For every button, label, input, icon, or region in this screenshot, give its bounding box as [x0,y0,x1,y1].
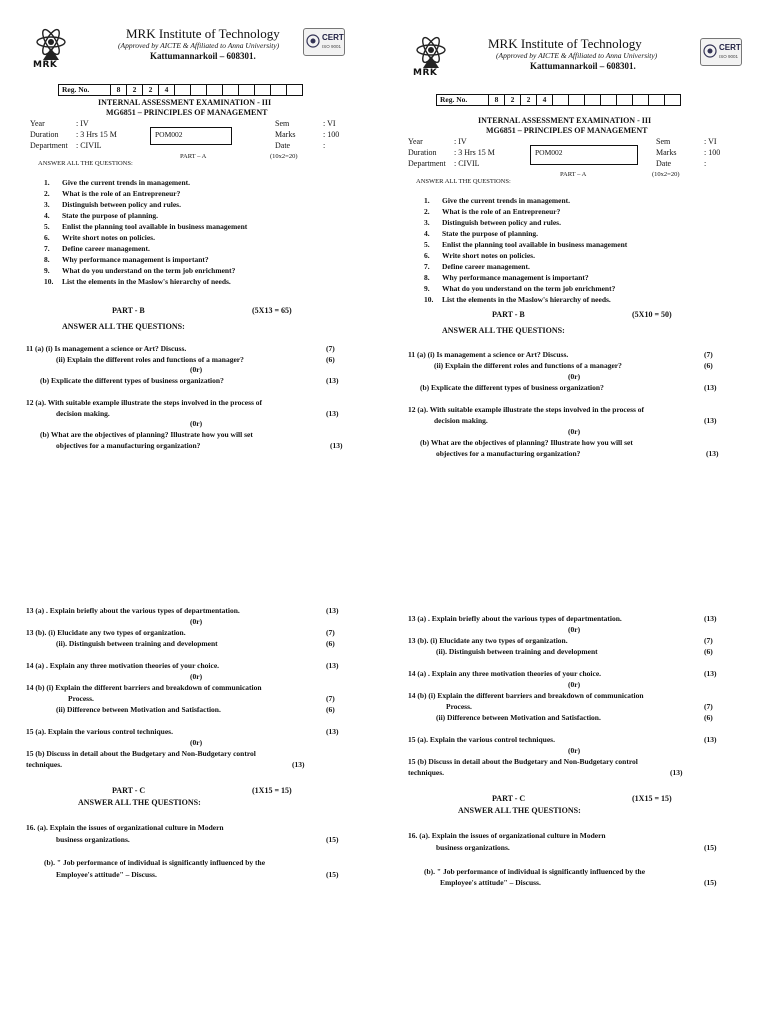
reg-digit [553,95,569,105]
mrk-logo-icon [34,28,68,62]
q11a-part1-marks: (7) [326,344,335,353]
q16a-line1: 16. (a). Explain the issues of organizational culture in Modern [26,823,224,832]
q11a-part2: (ii) Explain the different roles and functions of a manager? [434,361,622,370]
q15b-line2: techniques. [26,760,63,769]
q16a-marks: (15) [326,835,339,844]
q12a-line2: decision making. [434,416,488,425]
or-separator: (0r) [568,746,581,755]
part-a-question: Distinguish between policy and rules. [442,218,561,227]
part-a-question: Enlist the planning tool available in business management [62,222,248,231]
reg-digit: 2 [127,85,143,95]
part-a-qnum: 4. [44,211,50,220]
q14b-line2: Process. [446,702,472,711]
sem-value: : VI [704,137,717,146]
q14b-part2: (ii) Difference between Motivation and Satisfaction. [436,713,601,722]
q16b-marks: (15) [704,878,717,887]
part-a-qnum: 6. [44,233,50,242]
part-a-question: What do you understand on the term job enrichment? [442,284,616,293]
q12b-marks: (13) [330,441,343,450]
institute-name: MRK Institute of Technology [126,26,280,41]
part-a-question: What is the role of an Entrepreneur? [442,207,561,216]
q13b-part2-marks: (6) [704,647,713,656]
sem-label: Sem [275,119,290,128]
year-label: Year [408,137,423,146]
q14a: 14 (a) . Explain any three motivation theories of your choice. [26,661,220,670]
q13b-part1: 13 (b). (i) Elucidate any two types of organization. [408,636,568,645]
part-a-heading: PART – A [180,153,207,160]
q13a-marks: (13) [704,614,717,623]
part-a-question: What is the role of an Entrepreneur? [62,189,181,198]
q13b-part2: (ii). Distinguish between training and development [56,639,218,648]
part-a-question: Define career management. [442,262,530,271]
part-a-qnum: 5. [424,240,430,249]
date-label: Date [275,141,291,150]
part-a-qnum: 2. [44,189,50,198]
q16a-line1: 16. (a). Explain the issues of organizational culture in Modern [408,831,606,840]
part-a-question: Give the current trends in management. [62,178,191,187]
reg-digit [633,95,649,105]
q16a-line2: business organizations. [56,835,130,844]
part-a-marks: (10x2=20) [270,153,298,160]
reg-digit [191,85,207,95]
date-label: Date [656,159,672,168]
q16b-marks: (15) [326,870,339,879]
part-a-qnum: 8. [44,255,50,264]
q14b-line2-marks: (7) [704,702,713,711]
logo-text: MRK [413,68,438,78]
q12b-marks: (13) [706,449,719,458]
q11a-part1: 11 (a) (i) Is management a science or Art? Discuss. [408,350,569,359]
part-a-qnum: 7. [44,244,50,253]
mrk-logo-icon [414,36,448,70]
reg-label: Reg. No. [59,85,111,95]
q13b-part2-marks: (6) [326,639,335,648]
year-label: Year [30,119,45,128]
part-a-question: Write short notes on policies. [442,251,535,260]
part-a-qnum: 3. [44,200,50,209]
q12a-line1: 12 (a). With suitable example illustrate the steps involved in the process of [408,405,645,414]
or-separator: (0r) [568,427,581,436]
part-b-heading: PART - B [112,306,145,315]
part-a-qnum: 10. [424,295,434,304]
institute-approval: (Approved by AICTE & Affiliated to Anna University) [496,51,658,60]
or-separator: (0r) [190,672,203,681]
reg-digit: 2 [143,85,159,95]
q14b-part2-marks: (6) [704,713,713,722]
q14b-line1: 14 (b) (i) Explain the different barriers and breakdown of communication [26,683,262,692]
cert-text: CERT [719,43,741,52]
or-separator: (0r) [190,365,203,374]
exam-title: INTERNAL ASSESSMENT EXAMINATION - III [98,98,272,107]
duration-label: Duration [30,130,59,139]
part-a-question: State the purpose of planning. [62,211,159,220]
q16a-line2: business organizations. [436,843,510,852]
cert-text: CERT [322,33,344,42]
reg-digit: 2 [521,95,537,105]
part-a-qnum: 9. [44,266,50,275]
cert-badge [700,38,742,66]
date-value: : [323,141,326,150]
reg-digit [649,95,665,105]
date-value: : [704,159,707,168]
part-c-heading: PART - C [112,786,146,795]
year-value: : IV [76,119,89,128]
q11a-part2-marks: (6) [704,361,713,370]
department-value: : CIVIL [454,159,480,168]
q11a-part2: (ii) Explain the different roles and functions of a manager? [56,355,244,364]
reg-digit [287,85,302,95]
marks-value: : 100 [323,130,340,139]
q12b-line2: objectives for a manufacturing organization? [436,449,581,458]
part-a-question: Why performance management is important? [442,273,589,282]
department-label: Department [408,159,446,168]
q12a-line1: 12 (a). With suitable example illustrate the steps involved in the process of [26,398,263,407]
q14a-marks: (13) [704,669,717,678]
q11b-marks: (13) [704,383,717,392]
q15b-line2: techniques. [408,768,445,777]
q12b-line1: (b) What are the objectives of planning? Illustrate how you will set [40,430,253,439]
reg-digit [569,95,585,105]
q15a-marks: (13) [326,727,339,736]
institute-address: Kattumannarkoil – 608301. [530,61,636,71]
subject-code-box: POM002 [150,127,232,145]
part-a-qnum: 4. [424,229,430,238]
part-a-qnum: 9. [424,284,430,293]
logo-text: MRK [33,60,58,70]
part-a-question: Write short notes on policies. [62,233,155,242]
q11a-part1: 11 (a) (i) Is management a science or Art? Discuss. [26,344,187,353]
part-c-instruction: ANSWER ALL THE QUESTIONS: [458,806,581,815]
q11b: (b) Explicate the different types of business organization? [40,376,224,385]
marks-label: Marks [656,148,677,157]
reg-digit: 2 [505,95,521,105]
cert-badge [303,28,345,56]
cert-sub: ISO 9001 [322,44,342,49]
department-label: Department [30,141,68,150]
q13b-part1-marks: (7) [704,636,713,645]
or-separator: (0r) [190,617,203,626]
q12b-line2: objectives for a manufacturing organization? [56,441,201,450]
q16b-line2: Employee's attitude" – Discuss. [56,870,157,879]
marks-value: : 100 [704,148,721,157]
part-a-question: Give the current trends in management. [442,196,571,205]
q15b-marks: (13) [292,760,305,769]
part-c-heading: PART - C [492,794,526,803]
year-value: : IV [454,137,467,146]
q11b: (b) Explicate the different types of business organization? [420,383,604,392]
part-b-instruction: ANSWER ALL THE QUESTIONS: [442,326,565,335]
q11b-marks: (13) [326,376,339,385]
reg-digit [255,85,271,95]
part-c-marks: (1X15 = 15) [632,794,672,803]
q13b-part2: (ii). Distinguish between training and development [436,647,598,656]
exam-sheet-right [384,0,768,1024]
q12a-marks: (13) [704,416,717,425]
part-a-question: Define career management. [62,244,150,253]
q16b-line1: (b). " Job performance of individual is significantly influenced by the [44,858,266,867]
q15a: 15 (a). Explain the various control techniques. [26,727,173,736]
part-a-qnum: 1. [44,178,50,187]
reg-digit [665,95,680,105]
reg-digit: 8 [489,95,505,105]
exam-subject: MG6851 – PRINCIPLES OF MANAGEMENT [486,126,648,135]
q16a-marks: (15) [704,843,717,852]
q14a: 14 (a) . Explain any three motivation theories of your choice. [408,669,602,678]
marks-label: Marks [275,130,296,139]
q12b-line1: (b) What are the objectives of planning? Illustrate how you will set [420,438,633,447]
reg-digit [585,95,601,105]
part-a-qnum: 10. [44,277,54,286]
reg-digit [601,95,617,105]
institute-name: MRK Institute of Technology [488,36,642,51]
institute-approval: (Approved by AICTE & Affiliated to Anna University) [118,41,280,50]
reg-digit [617,95,633,105]
part-c-instruction: ANSWER ALL THE QUESTIONS: [78,798,201,807]
part-a-qnum: 7. [424,262,430,271]
sem-label: Sem [656,137,671,146]
or-separator: (0r) [190,419,203,428]
reg-number-box [58,84,303,96]
or-separator: (0r) [568,680,581,689]
part-b-marks: (5X13 = 65) [252,306,292,315]
q13b-part1-marks: (7) [326,628,335,637]
part-a-question: Enlist the planning tool available in business management [442,240,628,249]
part-a-question: Why performance management is important? [62,255,209,264]
part-a-qnum: 3. [424,218,430,227]
or-separator: (0r) [568,625,581,634]
reg-digit [207,85,223,95]
q13a: 13 (a) . Explain briefly about the various types of departmentation. [408,614,622,623]
part-a-marks: (10x2=20) [652,171,680,178]
exam-subject: MG6851 – PRINCIPLES OF MANAGEMENT [106,108,268,117]
part-a-qnum: 8. [424,273,430,282]
part-a-question: List the elements in the Maslow's hierarchy of needs. [442,295,611,304]
reg-label: Reg. No. [437,95,489,105]
q13b-part1: 13 (b). (i) Elucidate any two types of organization. [26,628,186,637]
part-a-question: State the purpose of planning. [442,229,539,238]
duration-value: : 3 Hrs 15 M [76,130,117,139]
part-a-question: List the elements in the Maslow's hierarchy of needs. [62,277,231,286]
cert-seal-icon [703,44,717,58]
q14b-line2-marks: (7) [326,694,335,703]
cert-sub: ISO 9001 [719,54,739,59]
reg-digit [175,85,191,95]
cert-seal-icon [306,34,320,48]
q12a-line2: decision making. [56,409,110,418]
reg-digit: 4 [159,85,175,95]
reg-number-box [436,94,681,106]
q13a-marks: (13) [326,606,339,615]
part-a-question: What do you understand on the term job enrichment? [62,266,236,275]
sem-value: : VI [323,119,336,128]
reg-digit: 4 [537,95,553,105]
q16b-line2: Employee's attitude" – Discuss. [440,878,541,887]
part-a-qnum: 1. [424,196,430,205]
part-a-question: Distinguish between policy and rules. [62,200,181,209]
q14b-part2-marks: (6) [326,705,335,714]
exam-title: INTERNAL ASSESSMENT EXAMINATION - III [478,116,652,125]
reg-digit [239,85,255,95]
part-a-qnum: 2. [424,207,430,216]
part-a-qnum: 6. [424,251,430,260]
q15a-marks: (13) [704,735,717,744]
reg-digit [223,85,239,95]
q15b-line1: 15 (b) Discuss in detail about the Budgetary and Non-Budgetary control [26,749,256,758]
or-separator: (0r) [190,738,203,747]
part-c-marks: (1X15 = 15) [252,786,292,795]
q15a: 15 (a). Explain the various control techniques. [408,735,555,744]
part-a-instruction: ANSWER ALL THE QUESTIONS: [38,160,133,167]
q11a-part1-marks: (7) [704,350,713,359]
q15b-line1: 15 (b) Discuss in detail about the Budgetary and Non-Budgetary control [408,757,638,766]
part-b-heading: PART - B [492,310,525,319]
q14b-line1: 14 (b) (i) Explain the different barriers and breakdown of communication [408,691,644,700]
department-value: : CIVIL [76,141,102,150]
reg-digit: 8 [111,85,127,95]
q12a-marks: (13) [326,409,339,418]
part-a-heading: PART – A [560,171,587,178]
subject-code-box: POM002 [530,145,638,165]
q14a-marks: (13) [326,661,339,670]
q13a: 13 (a) . Explain briefly about the various types of departmentation. [26,606,240,615]
or-separator: (0r) [568,372,581,381]
part-b-marks: (5X10 = 50) [632,310,672,319]
part-a-qnum: 5. [44,222,50,231]
q16b-line1: (b). " Job performance of individual is significantly influenced by the [424,867,646,876]
q11a-part2-marks: (6) [326,355,335,364]
reg-digit [271,85,287,95]
part-b-instruction: ANSWER ALL THE QUESTIONS: [62,322,185,331]
duration-label: Duration [408,148,437,157]
q15b-marks: (13) [670,768,683,777]
q14b-part2: (ii) Difference between Motivation and Satisfaction. [56,705,221,714]
institute-address: Kattumannarkoil – 608301. [150,51,256,61]
part-a-instruction: ANSWER ALL THE QUESTIONS: [416,178,511,185]
duration-value: : 3 Hrs 15 M [454,148,495,157]
q14b-line2: Process. [68,694,94,703]
